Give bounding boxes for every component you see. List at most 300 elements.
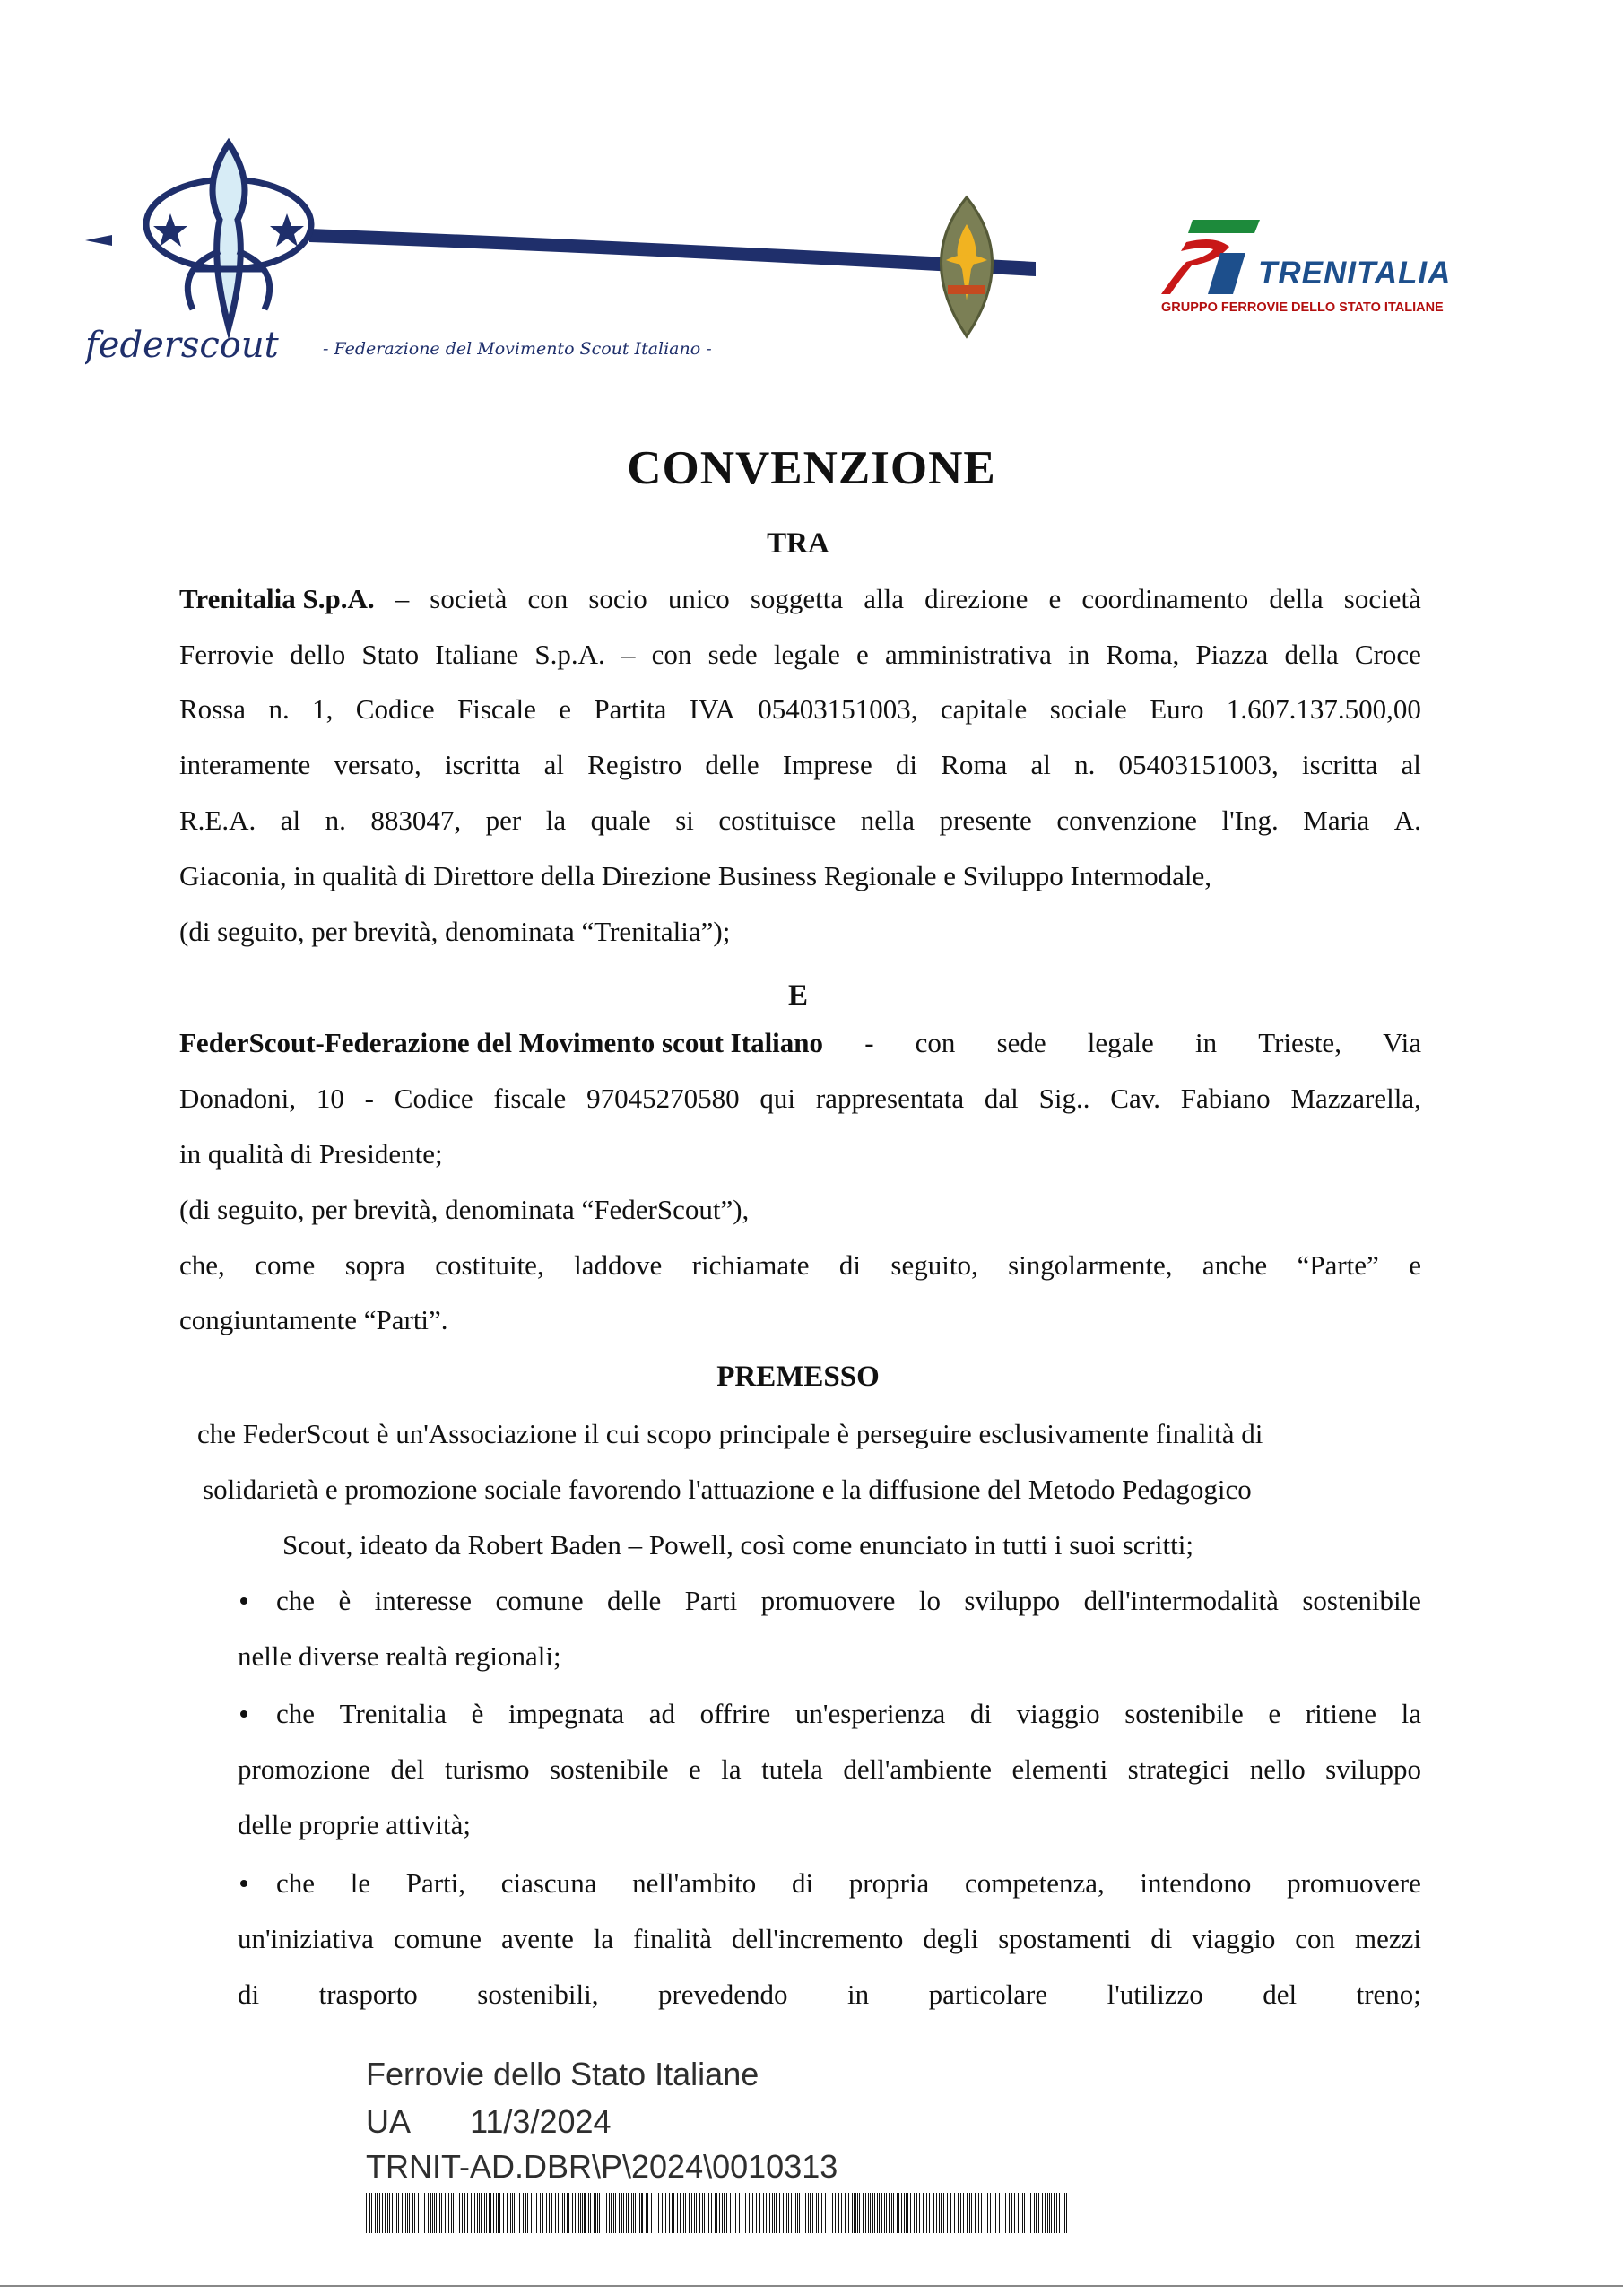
- word: seguito,: [890, 1249, 978, 1281]
- barcode-bar: [774, 2193, 775, 2233]
- word: la: [593, 1923, 614, 1954]
- word: qui: [759, 1083, 796, 1114]
- word: strategici: [1127, 1753, 1230, 1785]
- barcode-bar: [680, 2193, 681, 2233]
- word: Trieste,: [1258, 1027, 1341, 1058]
- barcode-bar: [808, 2193, 809, 2233]
- barcode-bar: [1042, 2193, 1043, 2233]
- barcode-bar: [769, 2193, 770, 2233]
- barcode-bar: [493, 2193, 494, 2233]
- word: Cav.: [1110, 1083, 1160, 1114]
- barcode-bar: [558, 2193, 559, 2233]
- premise-bullet-line: [238, 1752, 1421, 1787]
- barcode-bar: [578, 2193, 579, 2233]
- stamp-date: 11/3/2024: [470, 2103, 612, 2140]
- barcode-bar: [407, 2193, 408, 2233]
- party1-line: [179, 914, 730, 950]
- barcode-bar: [531, 2193, 532, 2233]
- word: promuovere: [760, 1585, 896, 1616]
- bullet-icon: [240, 1597, 247, 1605]
- barcode-bar: [512, 2193, 513, 2233]
- barcode-bar: [471, 2193, 472, 2233]
- barcode-bar: [389, 2193, 390, 2233]
- line-text: Giaconia, in qualità di Direttore della Direzione Business Regionale e Sviluppo Intermodale,: [179, 860, 1211, 891]
- premise-intro-line: che FederScout è un'Associazione il cui scopo principale è perseguire esclusivamente finalità di: [197, 1418, 1263, 1449]
- word: nella: [860, 804, 916, 836]
- barcode-bar: [877, 2193, 878, 2233]
- barcode-bar: [665, 2193, 666, 2233]
- word: 97045270580: [586, 1083, 740, 1114]
- barcode-bar: [459, 2193, 460, 2233]
- word: Codice: [355, 693, 435, 725]
- barcode-bar: [1049, 2193, 1050, 2233]
- barcode-bar: [1018, 2193, 1019, 2233]
- word: elementi: [1011, 1753, 1108, 1785]
- barcode-bar: [467, 2193, 468, 2233]
- word: sviluppo: [964, 1585, 1061, 1616]
- barcode-bar: [786, 2193, 787, 2233]
- word: ciascuna: [500, 1867, 597, 1899]
- barcode-bar: [749, 2193, 750, 2233]
- barcode-bar: [568, 2193, 569, 2233]
- barcode-bar: [1011, 2193, 1012, 2233]
- word: che,: [179, 1249, 225, 1281]
- barcode-bar: [791, 2193, 792, 2233]
- barcode-bar: [916, 2193, 917, 2233]
- barcode-bar: [626, 2193, 627, 2233]
- word: Piazza: [1195, 639, 1269, 670]
- and-label: E: [787, 979, 808, 1012]
- word: competenza,: [964, 1867, 1105, 1899]
- barcode-bar: [715, 2193, 716, 2233]
- barcode-bar: [719, 2193, 720, 2233]
- word: Stato: [361, 639, 420, 670]
- barcode-bar: [1022, 2193, 1023, 2233]
- barcode-bar: [369, 2193, 370, 2233]
- barcode-bar: [1059, 2193, 1060, 2233]
- barcode-bar: [810, 2193, 811, 2233]
- barcode-bar: [901, 2193, 902, 2233]
- word: -: [864, 1027, 874, 1058]
- barcode-bar: [990, 2193, 991, 2233]
- party1-line: [179, 747, 1421, 783]
- barcode-bar: [448, 2193, 449, 2233]
- word: “Parte”: [1297, 1249, 1379, 1281]
- word: di: [1150, 1923, 1173, 1954]
- star-icon: [270, 213, 304, 247]
- word: che: [276, 1867, 316, 1899]
- barcode-bar: [474, 2193, 475, 2233]
- barcode-bar: [594, 2193, 595, 2233]
- party1-line: [179, 637, 1421, 673]
- word: che: [276, 1585, 316, 1616]
- barcode-bar: [759, 2193, 760, 2233]
- word: dell'intermodalità: [1083, 1585, 1279, 1616]
- word: nello: [1249, 1753, 1306, 1785]
- barcode-bar: [879, 2193, 880, 2233]
- word: nell'ambito: [632, 1867, 757, 1899]
- barcode-bar: [525, 2193, 526, 2233]
- word: un'esperienza: [794, 1698, 946, 1729]
- word: Ferrovie: [179, 639, 274, 670]
- barcode-bar: [891, 2193, 892, 2233]
- barcode-bar: [906, 2193, 907, 2233]
- word: società: [1343, 583, 1421, 614]
- stamp-company: Ferrovie dello Stato Italiane: [366, 2056, 759, 2092]
- word: spostamenti: [998, 1923, 1132, 1954]
- barcode-bar: [398, 2193, 399, 2233]
- barcode-bar: [1005, 2193, 1006, 2233]
- barcode-bar: [975, 2193, 976, 2233]
- barcode-bar: [893, 2193, 894, 2233]
- barcode-bar: [1051, 2193, 1052, 2233]
- word: IVA: [689, 693, 735, 725]
- word: n.: [268, 693, 290, 725]
- word: Maria: [1303, 804, 1370, 836]
- word: è: [338, 1585, 352, 1616]
- party2-line: [179, 1248, 1421, 1283]
- word: rappresentata: [815, 1083, 965, 1114]
- barcode-bar: [724, 2193, 725, 2233]
- barcode-bar: [1056, 2193, 1057, 2233]
- word: al: [543, 749, 564, 780]
- barcode-bar: [549, 2193, 550, 2233]
- barcode-bar: [551, 2193, 552, 2233]
- barcode-bar: [412, 2193, 413, 2233]
- barcode-bar: [886, 2193, 887, 2233]
- barcode-bar: [910, 2193, 911, 2233]
- barcode-bar: [868, 2193, 869, 2233]
- premise-bullet-line: [238, 1977, 1421, 2013]
- barcode-bar: [995, 2193, 996, 2233]
- word: avente: [500, 1923, 574, 1954]
- party1-line: [179, 691, 1421, 727]
- barcode-bar: [963, 2193, 964, 2233]
- line-text: congiuntamente “Parti”.: [179, 1304, 448, 1335]
- between-label: TRA: [767, 527, 829, 560]
- word: 1,: [312, 693, 334, 725]
- word: dello: [290, 639, 346, 670]
- barcode-bar: [857, 2193, 858, 2233]
- word: capitale: [940, 693, 1028, 725]
- word: del: [1263, 1979, 1298, 2010]
- barcode-bar: [865, 2193, 866, 2233]
- word: in: [847, 1979, 870, 2010]
- word: e: [1048, 583, 1062, 614]
- barcode-bar: [546, 2193, 547, 2233]
- barcode-bar: [694, 2193, 695, 2233]
- barcode-bar: [396, 2193, 397, 2233]
- barcode-bar: [597, 2193, 598, 2233]
- word: n.: [325, 804, 346, 836]
- stamp-office: UA: [366, 2103, 410, 2140]
- barcode-bar: [647, 2193, 648, 2233]
- party1-line: [179, 858, 1211, 894]
- barcode-bar: [943, 2193, 944, 2233]
- word: finalità: [633, 1923, 712, 1954]
- barcode-bar: [874, 2193, 875, 2233]
- barcode-bar: [503, 2193, 504, 2233]
- barcode-bar: [424, 2193, 425, 2233]
- barcode-bar: [379, 2193, 380, 2233]
- bullet-icon: [240, 1880, 247, 1887]
- barcode-bar: [555, 2193, 556, 2233]
- word: trasporto: [318, 1979, 418, 2010]
- word: Croce: [1354, 639, 1421, 670]
- word: un'iniziativa: [238, 1923, 374, 1954]
- premise-bullet-line: [238, 1921, 1421, 1957]
- barcode-bar: [872, 2193, 873, 2233]
- barcode-bar: [507, 2193, 508, 2233]
- line-text: (di seguito, per brevità, denominata “Trenitalia”);: [179, 916, 731, 947]
- barcode-bar: [1036, 2193, 1037, 2233]
- barcode-bar: [936, 2193, 937, 2233]
- word: con: [527, 583, 568, 614]
- word: Trenitalia S.p.A.: [179, 583, 375, 614]
- word: promozione: [238, 1753, 371, 1785]
- barcode-bar: [382, 2193, 383, 2233]
- barcode-bar: [436, 2193, 437, 2233]
- word: la: [721, 1753, 742, 1785]
- barcode-bar: [881, 2193, 882, 2233]
- bullet-icon: [240, 1710, 247, 1718]
- barcode-bar: [641, 2193, 643, 2233]
- word: richiamate: [691, 1249, 810, 1281]
- barcode-bar: [621, 2193, 622, 2233]
- word: S.p.A.: [534, 639, 605, 670]
- word: in: [1068, 639, 1090, 670]
- word: della: [1284, 639, 1339, 670]
- barcode-bar: [540, 2193, 541, 2233]
- word: –: [621, 639, 636, 670]
- word: in: [1194, 1027, 1218, 1058]
- barcode-bar: [699, 2193, 700, 2233]
- word: –: [395, 583, 410, 614]
- word: l'utilizzo: [1107, 1979, 1203, 2010]
- barcode-bar: [409, 2193, 410, 2233]
- word: A.: [1393, 804, 1421, 836]
- barcode-bar: [999, 2193, 1000, 2233]
- barcode-bar: [434, 2193, 435, 2233]
- barcode-bar: [490, 2193, 491, 2233]
- word: ritiene: [1305, 1698, 1376, 1729]
- party2-line: [179, 1136, 443, 1172]
- word: e: [559, 693, 571, 725]
- barcode-bar: [672, 2193, 673, 2233]
- word: coordinamento: [1081, 583, 1249, 614]
- word: Codice: [394, 1083, 473, 1114]
- barcode-bar: [711, 2193, 712, 2233]
- barcode-bar: [606, 2193, 607, 2233]
- barcode-bar: [855, 2193, 856, 2233]
- word: le: [350, 1867, 371, 1899]
- barcode-bar: [572, 2193, 573, 2233]
- barcode-bar: [739, 2193, 740, 2233]
- word: Euro: [1150, 693, 1204, 725]
- word: e: [856, 639, 869, 670]
- barcode: [366, 2193, 1070, 2233]
- premise-bullet-line: [276, 1696, 1421, 1732]
- word: interesse: [374, 1585, 473, 1616]
- barcode-bar: [841, 2193, 842, 2233]
- word: Italiane: [435, 639, 519, 670]
- word: viaggio: [1192, 1923, 1276, 1954]
- word: quale: [590, 804, 651, 836]
- scout-badge-icon: [942, 197, 993, 336]
- word: al: [280, 804, 301, 836]
- party1-line: [179, 803, 1421, 839]
- barcode-bar: [969, 2193, 970, 2233]
- word: costituite,: [435, 1249, 544, 1281]
- federscout-tagline: - Federazione del Movimento Scout Italiano -: [323, 339, 712, 359]
- barcode-bar: [797, 2193, 798, 2233]
- word: di: [238, 1979, 260, 2010]
- word: della: [1269, 583, 1324, 614]
- barcode-bar: [708, 2193, 709, 2233]
- barcode-bar: [788, 2193, 789, 2233]
- barcode-bar: [971, 2193, 972, 2233]
- word: Imprese: [782, 749, 872, 780]
- word: comune: [495, 1585, 584, 1616]
- word: e: [1268, 1698, 1281, 1729]
- barcode-bar: [451, 2193, 452, 2233]
- word: Fiscale: [457, 693, 536, 725]
- barcode-bar: [958, 2193, 959, 2233]
- barcode-bar: [907, 2193, 908, 2233]
- barcode-bar: [795, 2193, 796, 2233]
- stamp-office-date: [366, 2103, 612, 2141]
- barcode-bar: [818, 2193, 819, 2233]
- word: interamente: [179, 749, 311, 780]
- word: prevedendo: [657, 1979, 788, 2010]
- barcode-bar: [599, 2193, 600, 2233]
- word: amministrativa: [884, 639, 1052, 670]
- premise-bullet-line: [238, 1639, 561, 1674]
- premise-bullet-line: [276, 1866, 1421, 1901]
- word: legale: [773, 639, 840, 670]
- barcode-bar: [779, 2193, 780, 2233]
- barcode-bar: [691, 2193, 692, 2233]
- word: sostenibile: [1302, 1585, 1421, 1616]
- word: dell'incremento: [731, 1923, 904, 1954]
- word: la: [1401, 1698, 1421, 1729]
- barcode-bar: [536, 2193, 537, 2233]
- line-text: nelle diverse realtà regionali;: [238, 1640, 561, 1672]
- word: convenzione: [1056, 804, 1197, 836]
- word: delle: [607, 1585, 662, 1616]
- barcode-bar: [481, 2193, 482, 2233]
- word: dell'ambiente: [843, 1753, 993, 1785]
- barcode-bar: [595, 2193, 596, 2233]
- barcode-bar: [960, 2193, 961, 2233]
- barcode-bar: [848, 2193, 849, 2233]
- barcode-bar: [371, 2193, 372, 2233]
- barcode-bar: [1030, 2193, 1031, 2233]
- barcode-bar: [683, 2193, 684, 2233]
- barcode-bar: [405, 2193, 406, 2233]
- line-text: in qualità di Presidente;: [179, 1138, 443, 1170]
- word: comune: [393, 1923, 482, 1954]
- barcode-bar: [702, 2193, 703, 2233]
- barcode-bar: [933, 2193, 934, 2233]
- word: Parti,: [405, 1867, 466, 1899]
- barcode-bar: [889, 2193, 890, 2233]
- word: lo: [918, 1585, 941, 1616]
- word: di: [969, 1698, 992, 1729]
- barcode-bar: [852, 2193, 853, 2233]
- word: 1.607.137.500,00: [1226, 693, 1421, 725]
- barcode-bar: [377, 2193, 378, 2233]
- barcode-bar: [929, 2193, 930, 2233]
- barcode-bar: [1064, 2193, 1065, 2233]
- word: e: [689, 1753, 701, 1785]
- word: R.E.A.: [179, 804, 256, 836]
- word: e: [1409, 1249, 1421, 1281]
- barcode-bar: [941, 2193, 942, 2233]
- word: Sig..: [1038, 1083, 1090, 1114]
- barcode-bar: [821, 2193, 822, 2233]
- barcode-bar: [562, 2193, 563, 2233]
- barcode-bar: [812, 2193, 813, 2233]
- word: è: [471, 1698, 484, 1729]
- word: delle: [705, 749, 759, 780]
- barcode-bar: [716, 2193, 717, 2233]
- barcode-bar: [623, 2193, 624, 2233]
- word: treno;: [1356, 1979, 1421, 2010]
- barcode-bar: [1014, 2193, 1015, 2233]
- barcode-bar: [609, 2193, 610, 2233]
- barcode-bar: [414, 2193, 415, 2233]
- barcode-bar: [430, 2193, 431, 2233]
- barcode-bar: [646, 2193, 647, 2233]
- word: 05403151003,: [1118, 749, 1279, 780]
- barcode-bar: [799, 2193, 800, 2233]
- barcode-bar: [445, 2193, 446, 2233]
- barcode-bar: [1047, 2193, 1048, 2233]
- barcode-bar: [981, 2193, 982, 2233]
- barcode-bar: [588, 2193, 589, 2233]
- word: al: [1030, 749, 1051, 780]
- word: mezzi: [1354, 1923, 1421, 1954]
- word: iscritta: [445, 749, 521, 780]
- word: 883047,: [370, 804, 462, 836]
- word: unico: [667, 583, 730, 614]
- word: al: [1401, 749, 1421, 780]
- word: dal: [984, 1083, 1019, 1114]
- word: degli: [923, 1923, 979, 1954]
- trenitalia-wordmark: TRENITALIA: [1258, 256, 1452, 291]
- barcode-bar: [669, 2193, 670, 2233]
- barcode-bar: [704, 2193, 705, 2233]
- barcode-bar: [635, 2193, 636, 2233]
- barcode-bar: [752, 2193, 753, 2233]
- barcode-bar: [639, 2193, 640, 2233]
- word: che: [276, 1698, 316, 1729]
- barcode-bar: [1009, 2193, 1010, 2233]
- word: sostenibile: [550, 1753, 669, 1785]
- barcode-bar: [1034, 2193, 1035, 2233]
- barcode-bar: [783, 2193, 784, 2233]
- barcode-bar: [926, 2193, 927, 2233]
- line-text: (di seguito, per brevità, denominata “FederScout”),: [179, 1194, 750, 1225]
- word: Fabiano: [1180, 1083, 1271, 1114]
- barcode-bar: [1038, 2193, 1039, 2233]
- barcode-bar: [1045, 2193, 1046, 2233]
- premise-bullet-line: [276, 1583, 1421, 1619]
- word: 05403151003,: [758, 693, 918, 725]
- line-text: delle proprie attività;: [238, 1809, 471, 1840]
- barcode-bar: [633, 2193, 634, 2233]
